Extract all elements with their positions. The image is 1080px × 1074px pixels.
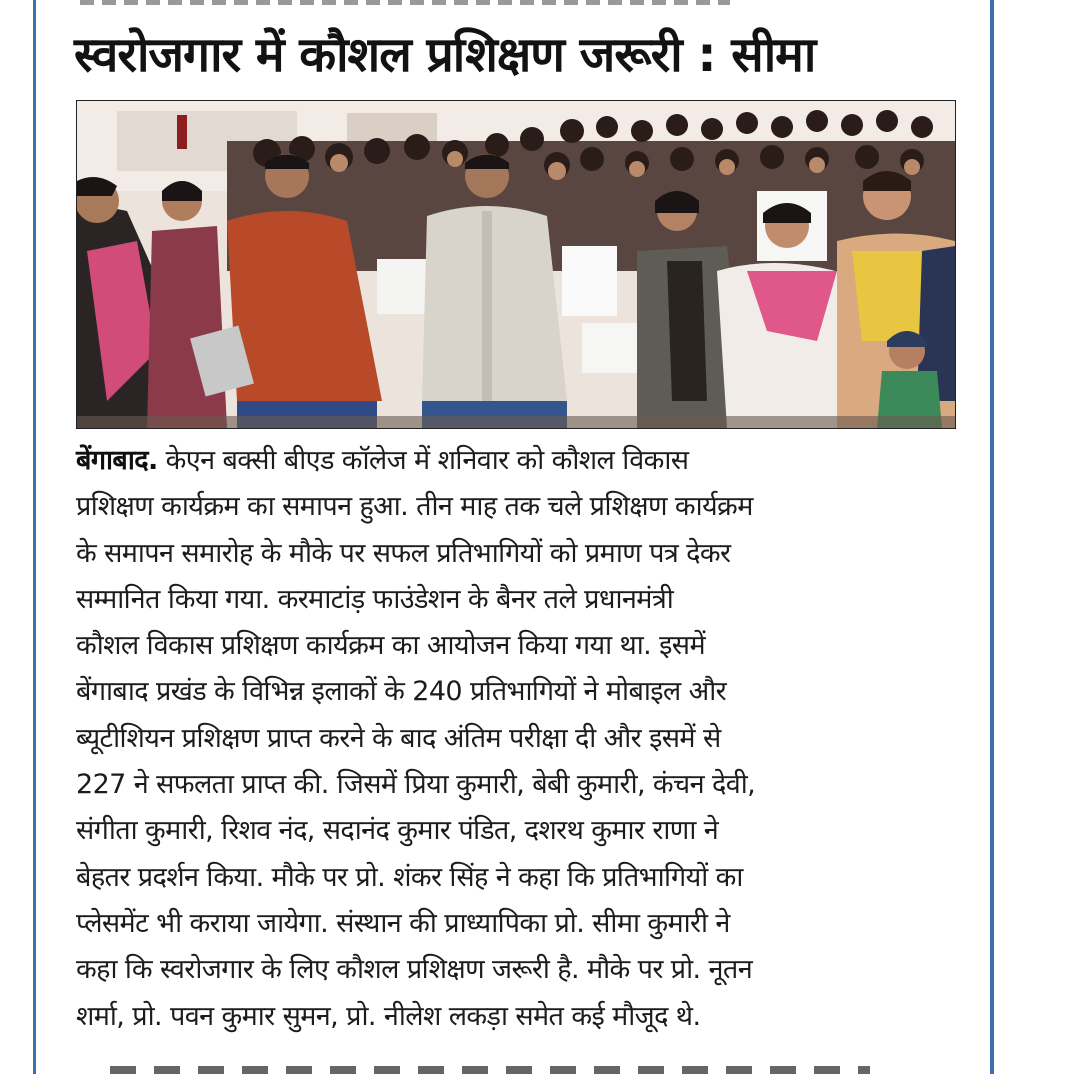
body-line-10: बेहतर प्रदर्शन किया. मौके पर प्रो. शंकर सिंह ने कहा कि प्रतिभागियों का [76, 861, 743, 893]
body-line-1 [76, 438, 976, 484]
body-line-11: प्लेसमेंट भी कराया जायेगा. संस्थान की प्राध्यापिका प्रो. सीमा कुमारी ने [76, 907, 730, 939]
previous-article-remnant [80, 0, 730, 5]
body-line-5: कौशल विकास प्रशिक्षण कार्यक्रम का आयोजन किया गया था. इसमें [76, 630, 706, 662]
body-line-1-text: केएन बक्सी बीएड कॉलेज में शनिवार को कौशल विकास [157, 445, 689, 476]
dateline: बेंगाबाद. [76, 445, 158, 476]
article-headline: स्वरोजगार में कौशल प्रशिक्षण जरूरी : सीमा [74, 27, 816, 83]
body-line-9: संगीता कुमारी, रिशव नंद, सदानंद कुमार पंडित, दशरथ कुमार राणा ने [76, 815, 719, 847]
body-line-7: ब्यूटीशियन प्रशिक्षण प्राप्त करने के बाद अंतिम परीक्षा दी और इसमें से [76, 722, 721, 754]
news-photo [76, 100, 956, 429]
body-line-2: प्रशिक्षण कार्यक्रम का समापन हुआ. तीन माह तक चले प्रशिक्षण कार्यक्रम [76, 491, 753, 523]
body-line-13: शर्मा, प्रो. पवन कुमार सुमन, प्रो. नीलेश लकड़ा समेत कई मौजूद थे. [76, 1000, 701, 1032]
body-line-4: सम्मानित किया गया. करमाटांड़ फाउंडेशन के बैनर तले प्रधानमंत्री [76, 583, 674, 615]
body-line-12: कहा कि स्वरोजगार के लिए कौशल प्रशिक्षण जरूरी है. मौके पर प्रो. नूतन [76, 954, 753, 986]
right-column-rule [990, 0, 994, 1074]
group-photo-illustration [77, 101, 955, 428]
body-line-3: के समापन समारोह के मौके पर सफल प्रतिभागियों को प्रमाण पत्र देकर [76, 537, 731, 569]
article-body [76, 438, 976, 1040]
next-article-remnant [110, 1066, 870, 1074]
body-line-6: बेंगाबाद प्रखंड के विभिन्न इलाकों के 240 प्रतिभागियों ने मोबाइल और [76, 676, 727, 708]
body-line-8: 227 ने सफलता प्राप्त की. जिसमें प्रिया कुमारी, बेबी कुमारी, कंचन देवी, [76, 769, 756, 801]
left-column-rule [33, 0, 36, 1074]
